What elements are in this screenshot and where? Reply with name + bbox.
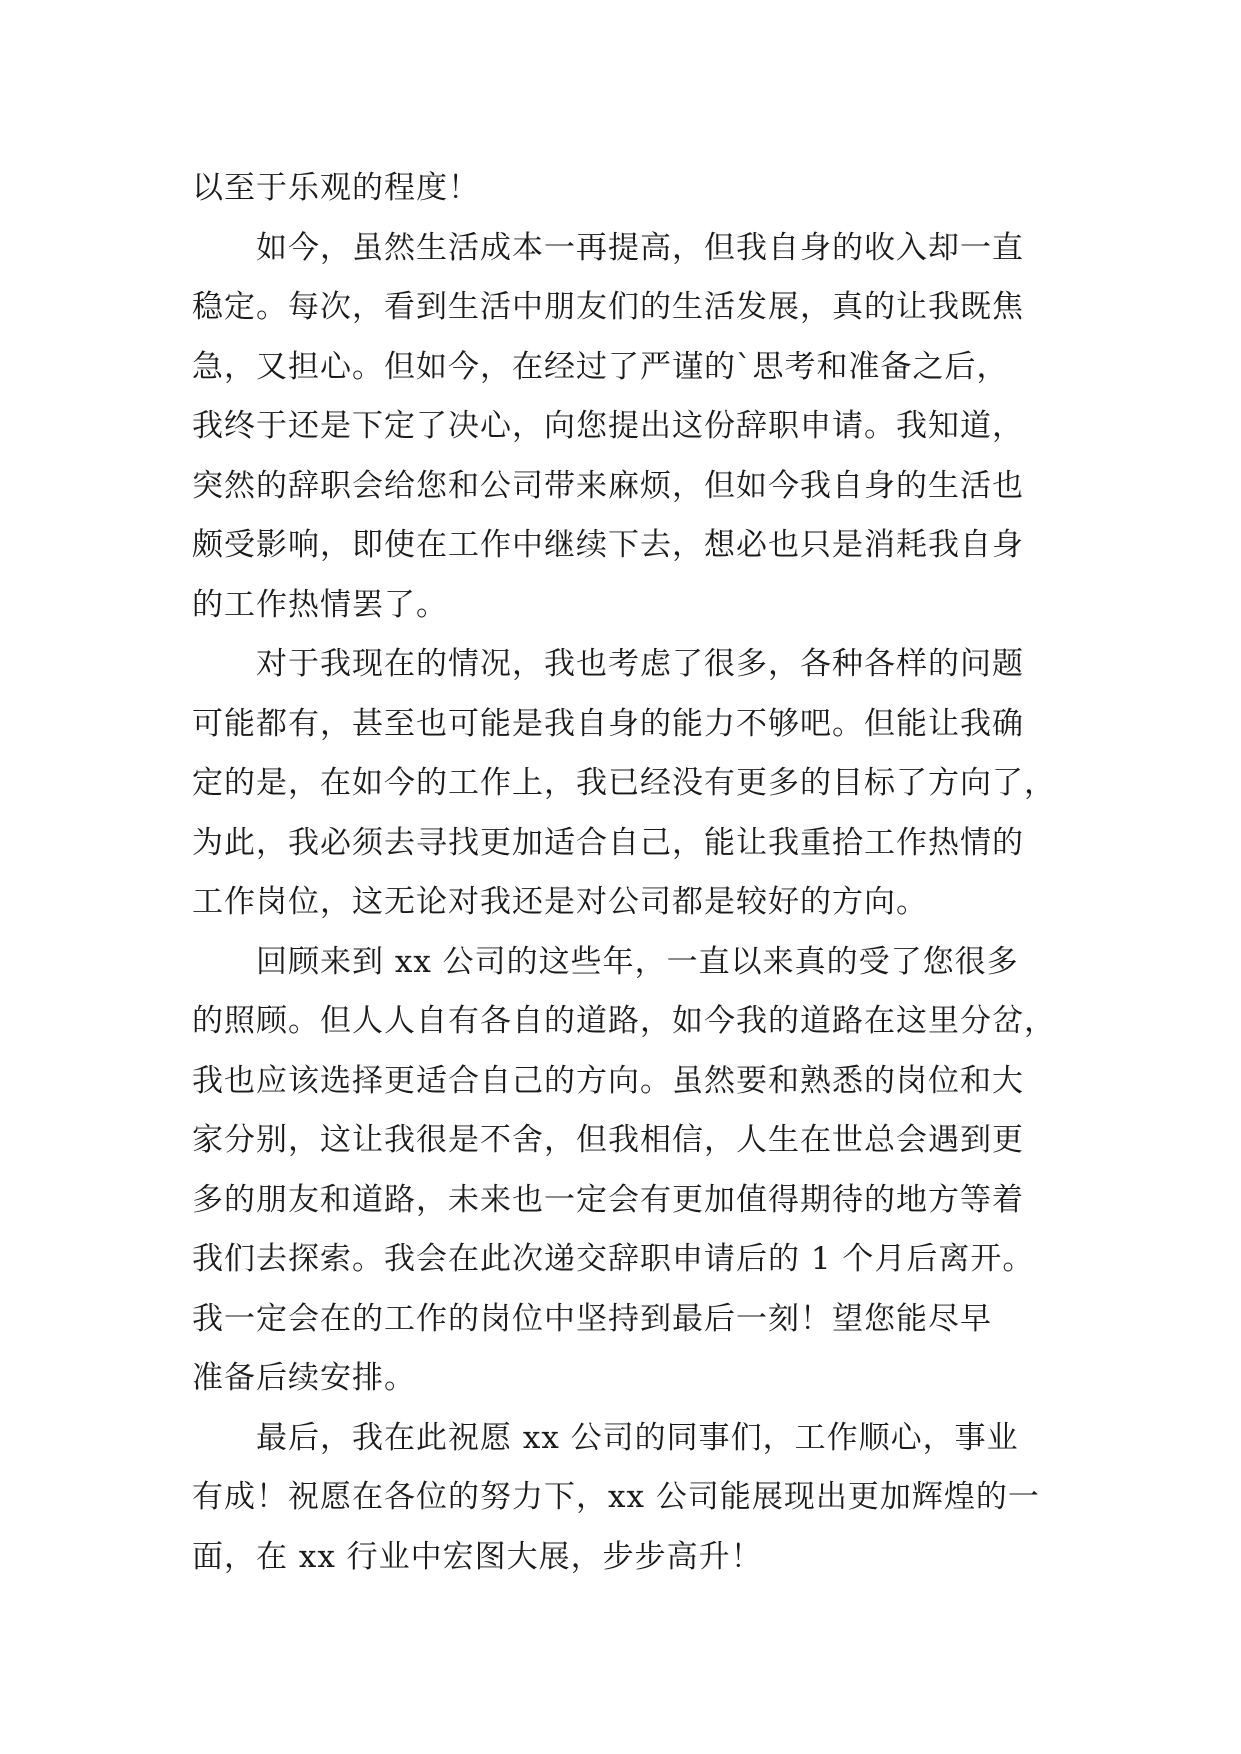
paragraph-start-line: 如今，虽然生活成本一再提高，但我自身的收入却一直 xyxy=(256,229,1024,266)
text-line: 有成！祝愿在各位的努力下，xx 公司能展现出更加辉煌的一 xyxy=(192,1479,1040,1515)
text-line: 颇受影响，即使在工作中继续下去，想必也只是消耗我自身 xyxy=(192,527,1024,563)
paragraph-start-line: 最后，我在此祝愿 xx 公司的同事们，工作顺心，事业 xyxy=(256,1419,1019,1456)
text-line: 稳定。每次，看到生活中朋友们的生活发展，真的让我既焦 xyxy=(192,289,1024,325)
text-line: 急，又担心。但如今，在经过了严谨的`思考和准备之后， xyxy=(192,348,1009,385)
text-line: 可能都有，甚至也可能是我自身的能力不够吧。但能让我确 xyxy=(192,705,1024,742)
text-line: 我终于还是下定了决心，向您提出这份辞职申请。我知道， xyxy=(192,408,1024,444)
text-line: 定的是，在如今的工作上，我已经没有更多的目标了方向了， xyxy=(192,765,1056,801)
text-line: 的工作热情罢了。 xyxy=(192,586,448,623)
paragraph-start-line: 回顾来到 xx 公司的这些年，一直以来真的受了您很多 xyxy=(256,943,1019,980)
text-line: 我一定会在的工作的岗位中坚持到最后一刻！望您能尽早 xyxy=(192,1300,992,1337)
text-line: 多的朋友和道路，未来也一定会有更加值得期待的地方等着 xyxy=(192,1181,1024,1218)
text-line: 为此，我必须去寻找更加适合自己，能让我重拾工作热情的 xyxy=(192,824,1024,861)
text-line: 突然的辞职会给您和公司带来麻烦，但如今我自身的生活也 xyxy=(192,467,1024,504)
text-line: 以至于乐观的程度！ xyxy=(192,170,480,206)
text-line: 准备后续安排。 xyxy=(192,1360,416,1396)
text-line: 我也应该选择更适合自己的方向。虽然要和熟悉的岗位和大 xyxy=(192,1062,1024,1099)
text-line: 的照顾。但人人自有各自的道路，如今我的道路在这里分岔， xyxy=(192,1003,1056,1039)
text-line: 家分别，这让我很是不舍，但我相信，人生在世总会遇到更 xyxy=(192,1122,1024,1158)
body-text xyxy=(192,159,1062,1587)
paragraph-start-line: 对于我现在的情况，我也考虑了很多，各种各样的问题 xyxy=(256,646,1024,682)
text-line: 工作岗位，这无论对我还是对公司都是较好的方向。 xyxy=(192,884,928,920)
text-line: 面，在 xx 行业中宏图大展，步步高升！ xyxy=(192,1538,763,1575)
text-line: 我们去探索。我会在此次递交辞职申请后的 1 个月后离开。 xyxy=(192,1241,1035,1277)
